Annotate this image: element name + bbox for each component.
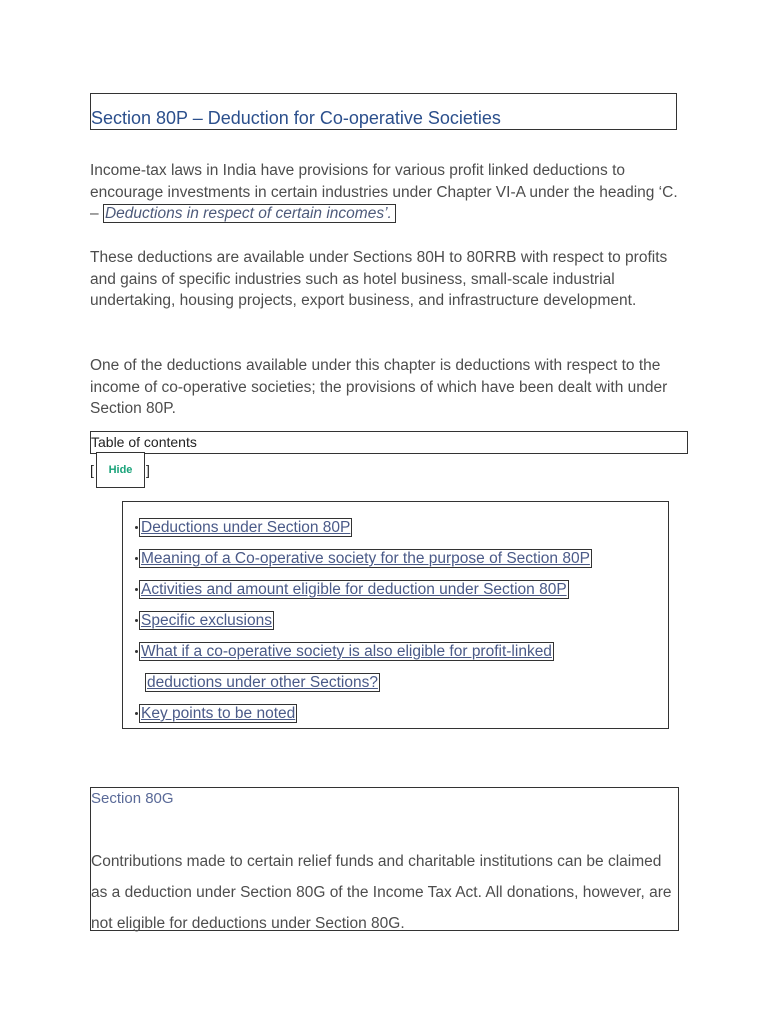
toc-bracket-open: [ <box>90 462 94 478</box>
intro-paragraph <box>90 160 690 225</box>
title-box <box>90 93 677 130</box>
toc-item <box>135 550 592 568</box>
toc-list <box>122 501 669 729</box>
toc-item <box>145 674 380 692</box>
toc-item <box>135 643 554 661</box>
section-80g-text: Contributions made to certain relief funds and charitable institutions can be claimed as a deduction under Section 80G of the Income Tax Act. All donations, however, are not eligible for deductions under Section 80G. <box>91 853 672 932</box>
bullet-icon <box>135 588 138 591</box>
page-title: Section 80P – Deduction for Co-operative Societies <box>91 108 501 128</box>
intro-text: Income-tax laws in India have provisions for various profit linked deductions to encourage investments in certain industries under Chapter VI-A under the heading ‘C. – <box>90 162 678 223</box>
toc-link-meaning[interactable]: Meaning of a Co-operative society for the purpose of Section 80P <box>141 550 590 567</box>
section-80g-title[interactable]: Section 80G <box>91 790 174 807</box>
bullet-icon <box>135 619 138 622</box>
deductions-incomes-link[interactable]: Deductions in respect of certain incomes’. <box>103 204 396 223</box>
toc-link-key-points[interactable]: Key points to be noted <box>141 705 296 722</box>
cooperative-paragraph: One of the deductions available under this chapter is deductions with respect to the income of co-operative societies; the provisions of which have been dealt with under Section 80P. <box>90 357 668 418</box>
section-80g-card <box>90 787 679 931</box>
toc-bracket-close: ] <box>146 462 150 478</box>
toc-link-activities[interactable]: Activities and amount eligible for deduction under Section 80P <box>141 581 567 598</box>
bullet-icon <box>135 712 138 715</box>
sections-paragraph: These deductions are available under Sections 80H to 80RRB with respect to profits and gains of specific industries such as hotel business, small-scale industrial undertaking, housing projects, export business, and infrastructure development. <box>90 249 668 310</box>
toc-hide-button[interactable]: Hide <box>96 452 145 488</box>
bullet-icon <box>135 650 138 653</box>
toc-item <box>135 705 297 723</box>
toc-link-profit-linked[interactable]: What if a co-operative society is also eligible for profit-linked <box>141 643 552 660</box>
toc-link-exclusions[interactable]: Specific exclusions <box>141 612 272 629</box>
toc-link-profit-linked-cont[interactable]: deductions under other Sections? <box>147 674 378 691</box>
bullet-icon <box>135 557 138 560</box>
toc-link-deductions[interactable]: Deductions under Section 80P <box>141 519 351 536</box>
toc-item <box>135 519 352 537</box>
toc-item <box>135 612 274 630</box>
toc-item <box>135 581 569 599</box>
bullet-icon <box>135 526 138 529</box>
toc-heading: Table of contents <box>90 431 688 454</box>
